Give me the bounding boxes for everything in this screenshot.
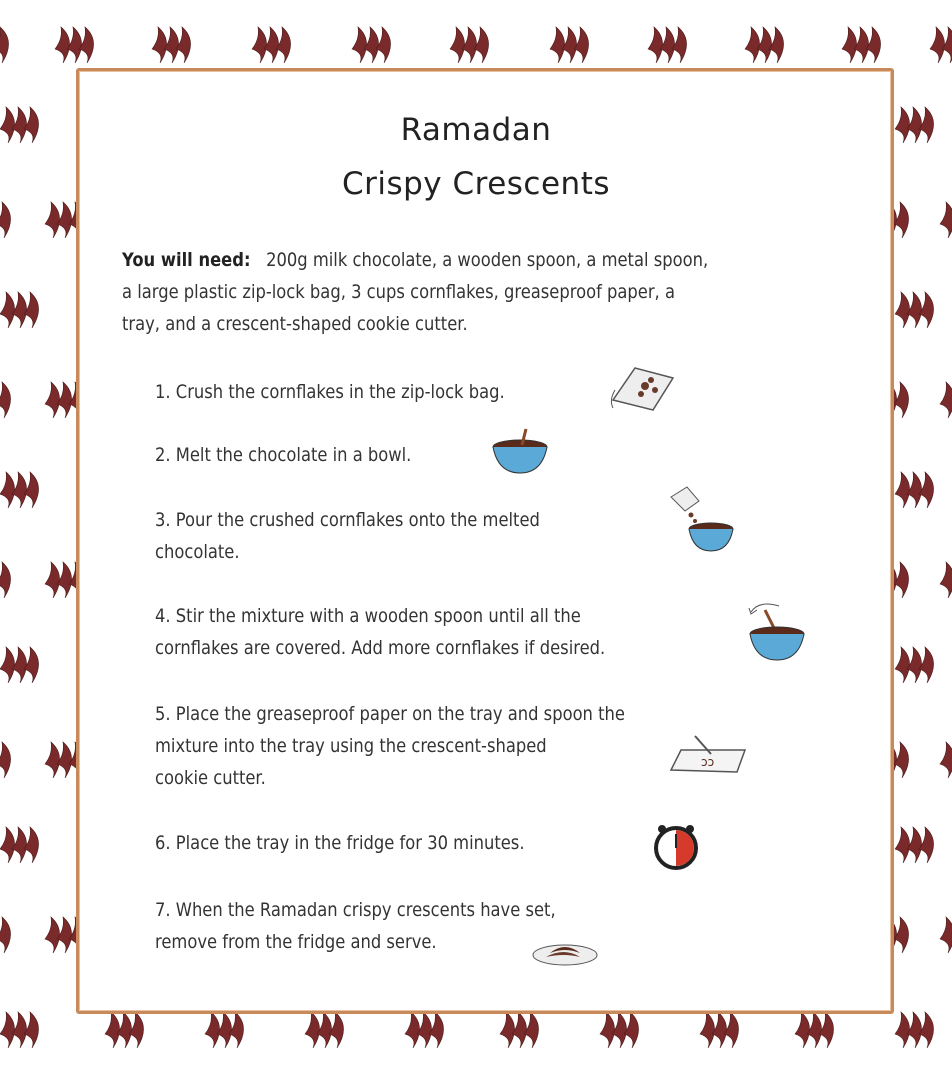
ingredients-line: tray, and a crescent-shaped cookie cutter. [122,313,468,335]
crescent-motif-icon [0,742,11,778]
stir-bowl-icon [745,598,809,664]
step-2 [155,439,411,471]
crescent-motif-icon [105,1012,144,1048]
crescent-motif-icon [0,1012,39,1048]
crescent-motif-icon [700,1012,739,1048]
crescent-motif-icon [895,472,934,508]
title-line-2: Crispy Crescents [341,166,611,202]
ingredients-line: a large plastic zip-lock bag, 3 cups cornflakes, greaseproof paper, a [122,281,675,303]
zip-bag-icon [605,360,677,415]
step-5 [155,698,625,794]
crescent-motif-icon [842,27,881,63]
crescent-motif-icon [895,827,934,863]
crescent-motif-icon [745,27,784,63]
step-7 [155,894,556,958]
crescent-motif-icon [152,27,191,63]
crescent-motif-icon [0,202,11,238]
step-text: 6. Place the tray in the fridge for 30 minutes. [155,832,525,854]
step-text: remove from the fridge and serve. [155,931,437,953]
step-text: 7. When the Ramadan crispy crescents have set, [155,899,556,921]
crescent-motif-icon [940,202,952,238]
crescent-motif-icon [55,27,94,63]
step-text: chocolate. [155,541,240,563]
step-text: cookie cutter. [155,767,266,789]
step-6 [155,827,525,859]
step-1 [155,376,505,408]
step-text: 1. Crush the cornflakes in the zip-lock bag. [155,381,505,403]
tray-icon [665,730,751,780]
crescent-motif-icon [940,382,952,418]
step-text: 5. Place the greaseproof paper on the tray and spoon the [155,703,625,725]
crescent-motif-icon [0,382,11,418]
step-text: 2. Melt the chocolate in a bowl. [155,444,412,466]
plate-icon [530,935,600,971]
step-4 [155,600,605,664]
crescent-motif-icon [500,1012,539,1048]
crescent-motif-icon [352,27,391,63]
step-text: cornflakes are covered. Add more cornflakes if desired. [155,637,606,659]
crescent-motif-icon [648,27,687,63]
step-text: mixture into the tray using the crescent-shaped [155,735,547,757]
crescent-motif-icon [895,1012,934,1048]
crescent-motif-icon [0,292,39,328]
crescent-motif-icon [930,27,952,63]
crescent-motif-icon [0,27,9,63]
crescent-motif-icon [305,1012,344,1048]
crescent-motif-icon [0,827,39,863]
step-text: 3. Pour the crushed cornflakes onto the melted [155,509,540,531]
crescent-motif-icon [600,1012,639,1048]
ingredients [122,244,708,340]
crescent-motif-icon [450,27,489,63]
clock-icon [650,820,702,872]
crescent-motif-icon [940,562,952,598]
crescent-motif-icon [895,647,934,683]
crescent-motif-icon [895,292,934,328]
crescent-motif-icon [405,1012,444,1048]
crescent-motif-icon [940,742,952,778]
crescent-motif-icon [0,647,39,683]
crescent-motif-icon [0,917,11,953]
crescent-motif-icon [0,472,39,508]
step-3 [155,504,540,568]
crescent-motif-icon [795,1012,834,1048]
svg-text:ↄↄ: ↄↄ [701,755,715,769]
crescent-motif-icon [940,917,952,953]
bowl-icon [490,425,552,477]
ingredients-line: 200g milk chocolate, a wooden spoon, a metal spoon, [266,249,709,271]
title-line-1: Ramadan [400,112,552,148]
step-text: 4. Stir the mixture with a wooden spoon until all the [155,605,581,627]
ingredients-label: You will need: [122,249,251,271]
crescent-motif-icon [550,27,589,63]
crescent-motif-icon [252,27,291,63]
crescent-motif-icon [0,562,11,598]
crescent-motif-icon [205,1012,244,1048]
pour-bowl-icon [665,485,737,555]
